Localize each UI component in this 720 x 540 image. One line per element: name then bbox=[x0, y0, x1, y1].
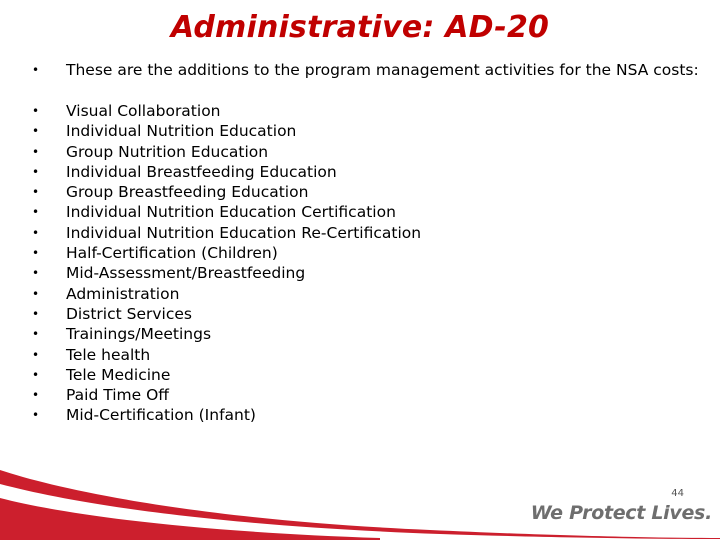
list-item-text: Visual Collaboration bbox=[66, 102, 221, 120]
list-item-text: Mid-Certification (Infant) bbox=[66, 406, 256, 425]
list-item-text: Individual Nutrition Education Certification bbox=[66, 203, 396, 222]
bullet-marker: • bbox=[32, 205, 40, 220]
list-item bbox=[30, 263, 700, 283]
bullet-marker: • bbox=[32, 306, 40, 321]
list-item bbox=[30, 182, 700, 202]
list-item bbox=[30, 121, 700, 141]
list-item-text: Group Nutrition Education bbox=[66, 142, 269, 161]
list-item-text: Mid-Assessment/Breastfeeding bbox=[66, 264, 306, 283]
intro-bullet bbox=[30, 60, 700, 80]
intro-text: These are the additions to the program management activities for the NSA costs: bbox=[66, 61, 699, 79]
bullet-marker: • bbox=[32, 408, 40, 423]
list-item-text: Paid Time Off bbox=[66, 386, 169, 405]
list-item bbox=[30, 101, 700, 121]
list-item bbox=[30, 405, 700, 425]
slide-title: Administrative: AD-20 bbox=[170, 10, 550, 45]
list-item-text: Trainings/Meetings bbox=[66, 325, 212, 344]
tagline-logo-text: We Protect Lives. bbox=[530, 502, 712, 524]
list-item-text: Tele health bbox=[66, 345, 151, 364]
list-item bbox=[30, 142, 700, 162]
bullet-marker: • bbox=[32, 327, 40, 342]
bullet-marker: • bbox=[32, 164, 40, 179]
list-item bbox=[30, 304, 700, 324]
bullet-marker: • bbox=[32, 266, 40, 281]
list-item-text: District Services bbox=[66, 304, 192, 323]
list-item-text: Individual Breastfeeding Education bbox=[66, 162, 337, 181]
bullet-marker: • bbox=[32, 104, 40, 118]
bullet-marker: • bbox=[32, 185, 40, 200]
bullet-marker: • bbox=[32, 144, 40, 159]
list-item-text: Group Breastfeeding Education bbox=[66, 183, 309, 202]
bullet-marker: • bbox=[32, 246, 40, 261]
activity-list bbox=[30, 101, 700, 426]
list-item bbox=[30, 365, 700, 385]
list-item bbox=[30, 385, 700, 405]
bullet-marker: • bbox=[32, 286, 40, 301]
bullet-marker: • bbox=[32, 225, 40, 240]
bullet-marker: • bbox=[32, 367, 40, 382]
list-item-text: Individual Nutrition Education bbox=[66, 122, 297, 141]
bullet-marker: • bbox=[32, 124, 40, 139]
bullet-marker: • bbox=[32, 63, 40, 77]
list-item bbox=[30, 223, 700, 243]
list-item bbox=[30, 202, 700, 222]
list-item bbox=[30, 324, 700, 344]
list-item-text: Individual Nutrition Education Re-Certification bbox=[66, 223, 422, 242]
list-item bbox=[30, 284, 700, 304]
bullet-marker: • bbox=[32, 388, 40, 403]
list-item bbox=[30, 345, 700, 365]
list-item bbox=[30, 243, 700, 263]
list-item-text: Administration bbox=[66, 284, 180, 303]
list-item bbox=[30, 162, 700, 182]
page-number: 44 bbox=[671, 488, 684, 499]
list-item-text: Tele Medicine bbox=[66, 365, 171, 384]
bullet-marker: • bbox=[32, 347, 40, 362]
footer-swoosh-graphic bbox=[0, 450, 720, 540]
list-item-text: Half-Certification (Children) bbox=[66, 244, 278, 263]
